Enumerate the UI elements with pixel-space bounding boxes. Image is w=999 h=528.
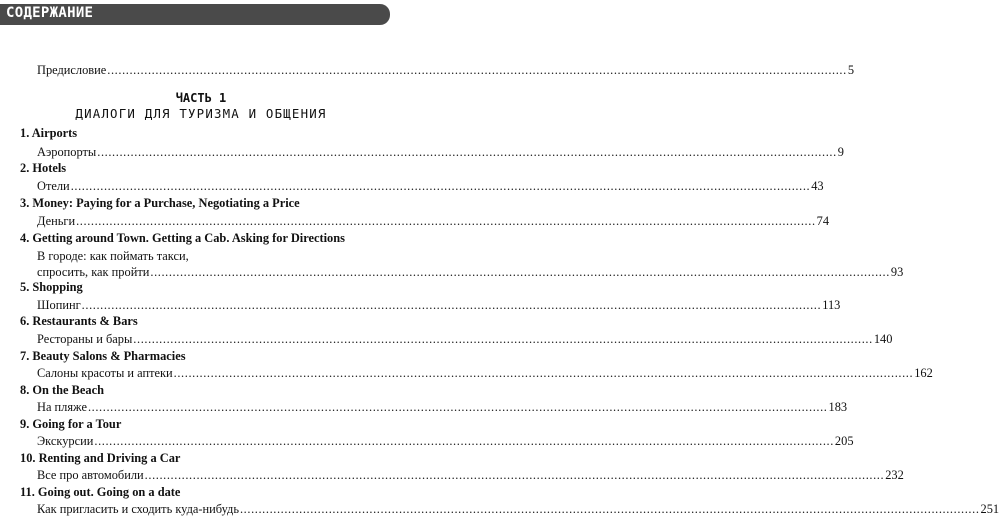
toc-entry[interactable]	[37, 265, 904, 280]
toc-entry[interactable]	[37, 434, 854, 449]
part-title: ЧАСТЬ 1	[175, 91, 227, 105]
toc-entry-label: Экскурсии	[37, 434, 94, 448]
section-heading: 7. Beauty Salons & Pharmacies	[20, 349, 186, 363]
toc-entry-label: Предисловие	[37, 63, 107, 77]
toc-entry-label: Салоны красоты и аптеки	[37, 366, 173, 380]
toc-entry-label: Все про автомобили	[37, 468, 144, 482]
toc-entry-label: спросить, как пройти	[37, 265, 150, 279]
section-heading: 8. On the Beach	[20, 383, 104, 397]
section-heading: 6. Restaurants & Bars	[20, 314, 138, 328]
toc-entry-preface[interactable]	[37, 63, 855, 78]
toc-entry[interactable]	[37, 145, 844, 160]
toc-entry-label: Отели	[37, 179, 70, 193]
dot-leader: ........................................................................................................................................................................................................	[173, 366, 914, 380]
toc-page-number: 43	[811, 179, 824, 193]
section-heading: 2. Hotels	[20, 161, 67, 175]
toc-entry[interactable]	[37, 468, 904, 483]
dot-leader: ........................................................................................................................................................................................................	[76, 214, 816, 228]
toc-entry-label: Деньги	[37, 214, 76, 228]
toc-page-number: 183	[828, 400, 848, 414]
toc-entry[interactable]	[37, 298, 841, 313]
toc-entry-label: Как пригласить и сходить куда-нибудь	[37, 502, 239, 516]
dot-leader: ........................................................................................................................................................................................................	[150, 265, 890, 279]
toc-page-number: 205	[834, 434, 854, 448]
toc-entry[interactable]	[37, 400, 848, 415]
toc-page-number: 9	[837, 145, 844, 159]
toc-entry[interactable]	[37, 214, 830, 229]
section-heading: 3. Money: Paying for a Purchase, Negotiating a Price	[20, 196, 300, 210]
toc-entry[interactable]	[37, 502, 999, 517]
toc-page-number: 140	[873, 332, 893, 346]
toc-entry-label: На пляже	[37, 400, 87, 414]
dot-leader: ........................................................................................................................................................................................................	[107, 63, 847, 77]
section-heading: 11. Going out. Going on a date	[20, 485, 181, 499]
dot-leader: ........................................................................................................................................................................................................	[133, 332, 873, 346]
toc-entry[interactable]	[37, 332, 893, 347]
dot-leader: ........................................................................................................................................................................................................	[144, 468, 885, 482]
dot-leader: ........................................................................................................................................................................................................	[81, 298, 822, 312]
section-heading: 10. Renting and Driving a Car	[20, 451, 181, 465]
toc-entry[interactable]	[37, 179, 824, 194]
dot-leader: ........................................................................................................................................................................................................	[94, 434, 834, 448]
toc-page-number: 113	[822, 298, 841, 312]
toc-page-number: 232	[885, 468, 904, 482]
dot-leader: ........................................................................................................................................................................................................	[239, 502, 980, 516]
toc-page-number: 5	[847, 63, 855, 77]
section-heading: 4. Getting around Town. Getting a Cab. Asking for Directions	[20, 231, 345, 245]
section-heading: 5. Shopping	[20, 280, 83, 294]
contents-title: СОДЕРЖАНИЕ	[6, 5, 94, 21]
dot-leader: ........................................................................................................................................................................................................	[97, 145, 837, 159]
contents-header-bar	[0, 4, 390, 25]
toc-entry-label: Шопинг	[37, 298, 81, 312]
toc-page-number: 74	[816, 214, 830, 228]
dot-leader: ........................................................................................................................................................................................................	[70, 179, 811, 193]
toc-entry-label: Аэропорты	[37, 145, 97, 159]
toc-entry-label: Рестораны и бары	[37, 332, 133, 346]
toc-page-number: 162	[914, 366, 933, 380]
toc-page-number: 251	[980, 502, 999, 516]
toc-page-number: 93	[890, 265, 904, 279]
dot-leader: ........................................................................................................................................................................................................	[87, 400, 828, 414]
part-subtitle: ДИАЛОГИ ДЛЯ ТУРИЗМА И ОБЩЕНИЯ	[75, 106, 327, 121]
toc-entry-label-line1: В городе: как поймать такси,	[37, 249, 189, 263]
section-heading: 9. Going for a Tour	[20, 417, 122, 431]
section-heading: 1. Airports	[20, 126, 78, 140]
toc-entry[interactable]	[37, 366, 933, 381]
